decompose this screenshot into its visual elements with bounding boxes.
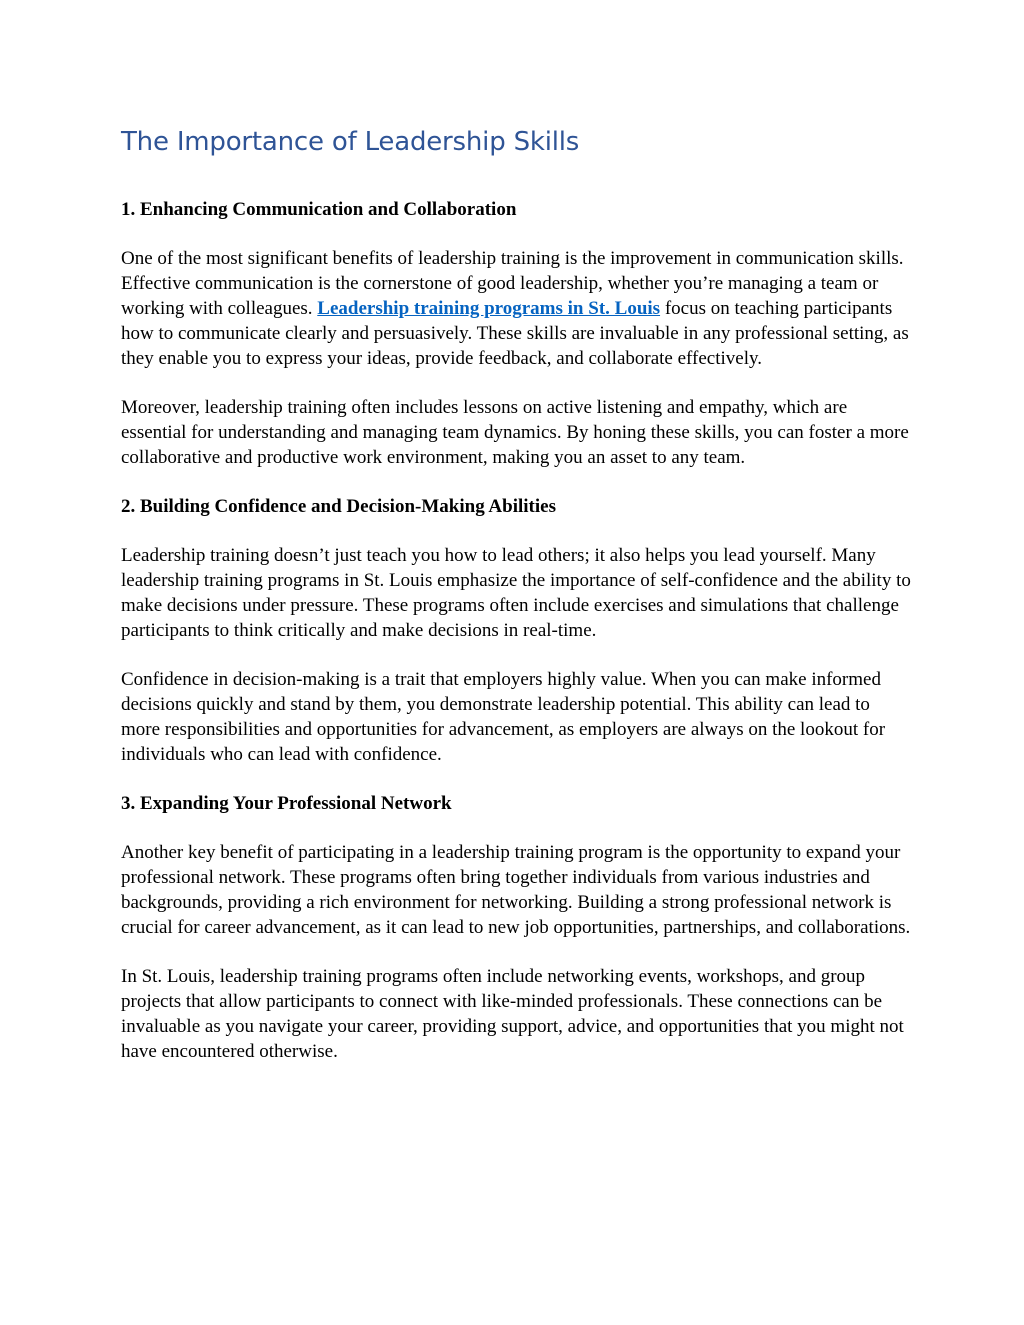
paragraph-communication-1 [121, 246, 911, 371]
paragraph-network-1: Another key benefit of participating in a leadership training program is the opportunity to expand your professional network. These programs often bring together individuals from various industries and backgrounds, providing a rich environment for networking. Building a strong professional network is crucial for career advancement, as it can lead to new job opportunities, partnerships, and collaborations. [121, 842, 911, 938]
leadership-training-link[interactable]: Leadership training programs in St. Louis [317, 298, 661, 319]
section-heading-confidence: 2. Building Confidence and Decision-Making Abilities [121, 496, 556, 517]
paragraph-confidence-1: Leadership training doesn’t just teach you how to lead others; it also helps you lead yourself. Many leadership training programs in St. Louis emphasize the importance of self-confidence and the ability to make decisions under pressure. These programs often include exercises and simulations that challenge participants to think critically and make decisions in real-time. [121, 545, 911, 641]
paragraph-text: focus on teaching participants how to communicate clearly and persuasively. These skills are invaluable in any professional setting, as they enable you to express your ideas, provide feedback, and collaborate effectively. [121, 298, 909, 369]
document-body [121, 122, 911, 1088]
paragraph-communication-2: Moreover, leadership training often includes lessons on active listening and empathy, which are essential for understanding and managing team dynamics. By honing these skills, you can foster a more collaborative and productive work environment, making you an asset to any team. [121, 397, 909, 468]
section-heading-network: 3. Expanding Your Professional Network [121, 793, 452, 814]
page-title: The Importance of Leadership Skills [121, 127, 580, 157]
paragraph-network-2: In St. Louis, leadership training programs often include networking events, workshops, and group projects that allow participants to connect with like-minded professionals. These connections can be invaluable as you navigate your career, providing support, advice, and opportunities that you might not have encountered otherwise. [121, 966, 904, 1062]
section-heading-communication: 1. Enhancing Communication and Collaboration [121, 199, 517, 220]
paragraph-confidence-2: Confidence in decision-making is a trait that employers highly value. When you can make informed decisions quickly and stand by them, you demonstrate leadership potential. This ability can lead to more responsibilities and opportunities for advancement, as employers are always on the lookout for individuals who can lead with confidence. [121, 669, 886, 765]
paragraph-text: One of the most significant benefits of leadership training is the improvement in communication skills. Effective communication is the cornerstone of good leadership, whether you’re managing a team or working with colleagues. [121, 248, 904, 319]
